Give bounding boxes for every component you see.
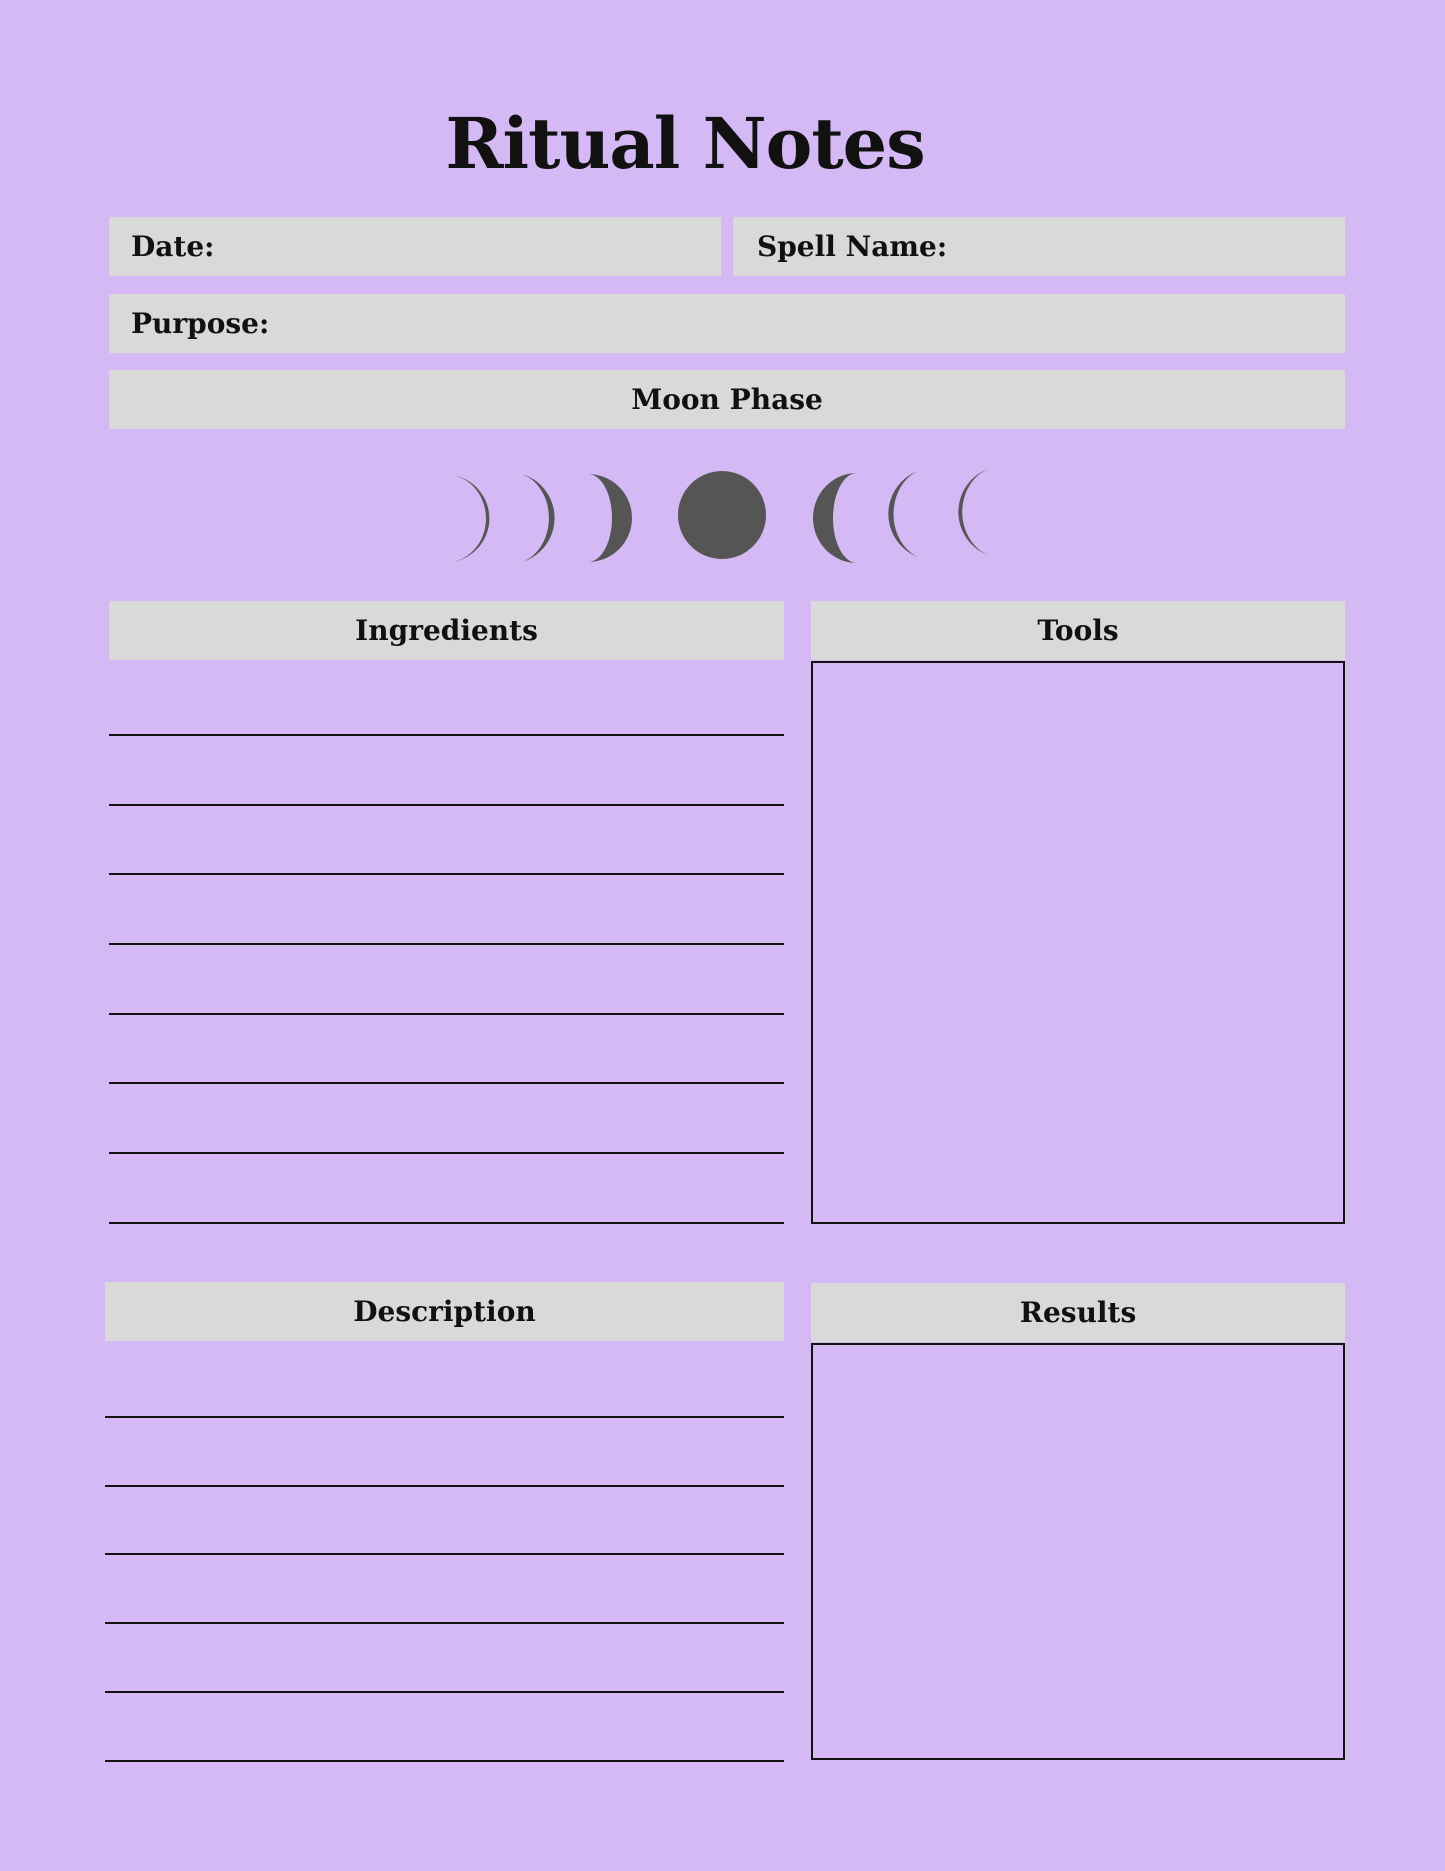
ingredient-line[interactable] xyxy=(109,1222,784,1224)
description-header: Description xyxy=(105,1282,784,1341)
purpose-field[interactable] xyxy=(109,294,1345,353)
description-line[interactable] xyxy=(105,1553,784,1555)
ingredient-line[interactable] xyxy=(109,1082,784,1084)
tools-header: Tools xyxy=(811,601,1345,660)
waning-gibbous-icon xyxy=(588,474,632,562)
waning-crescent-icon xyxy=(452,475,489,562)
ingredient-line[interactable] xyxy=(109,943,784,945)
results-header: Results xyxy=(811,1283,1345,1342)
page-title: Ritual Notes xyxy=(445,102,925,185)
waxing-crescent-icon xyxy=(958,469,988,555)
waning-crescent-icon xyxy=(522,474,555,562)
spell-name-field[interactable] xyxy=(733,217,1345,276)
purpose-label: Purpose: xyxy=(131,307,270,340)
date-label: Date: xyxy=(131,230,215,263)
ingredient-line[interactable] xyxy=(109,734,784,736)
full-moon-icon xyxy=(678,471,766,559)
date-field[interactable] xyxy=(109,217,721,276)
ingredient-line[interactable] xyxy=(109,873,784,875)
ingredient-line[interactable] xyxy=(109,1152,784,1154)
waxing-crescent-icon xyxy=(888,471,918,557)
waxing-gibbous-icon xyxy=(813,473,857,563)
description-line[interactable] xyxy=(105,1485,784,1487)
ingredient-line[interactable] xyxy=(109,1013,784,1015)
description-line[interactable] xyxy=(105,1691,784,1693)
moon-phase-header: Moon Phase xyxy=(109,370,1345,429)
description-line[interactable] xyxy=(105,1622,784,1624)
results-box[interactable] xyxy=(811,1343,1345,1760)
tools-box[interactable] xyxy=(811,661,1345,1224)
moon-phases xyxy=(440,460,1020,570)
ingredients-header: Ingredients xyxy=(109,601,784,660)
description-line[interactable] xyxy=(105,1416,784,1418)
description-line[interactable] xyxy=(105,1760,784,1762)
ingredient-line[interactable] xyxy=(109,804,784,806)
spell-name-label: Spell Name: xyxy=(757,230,948,263)
